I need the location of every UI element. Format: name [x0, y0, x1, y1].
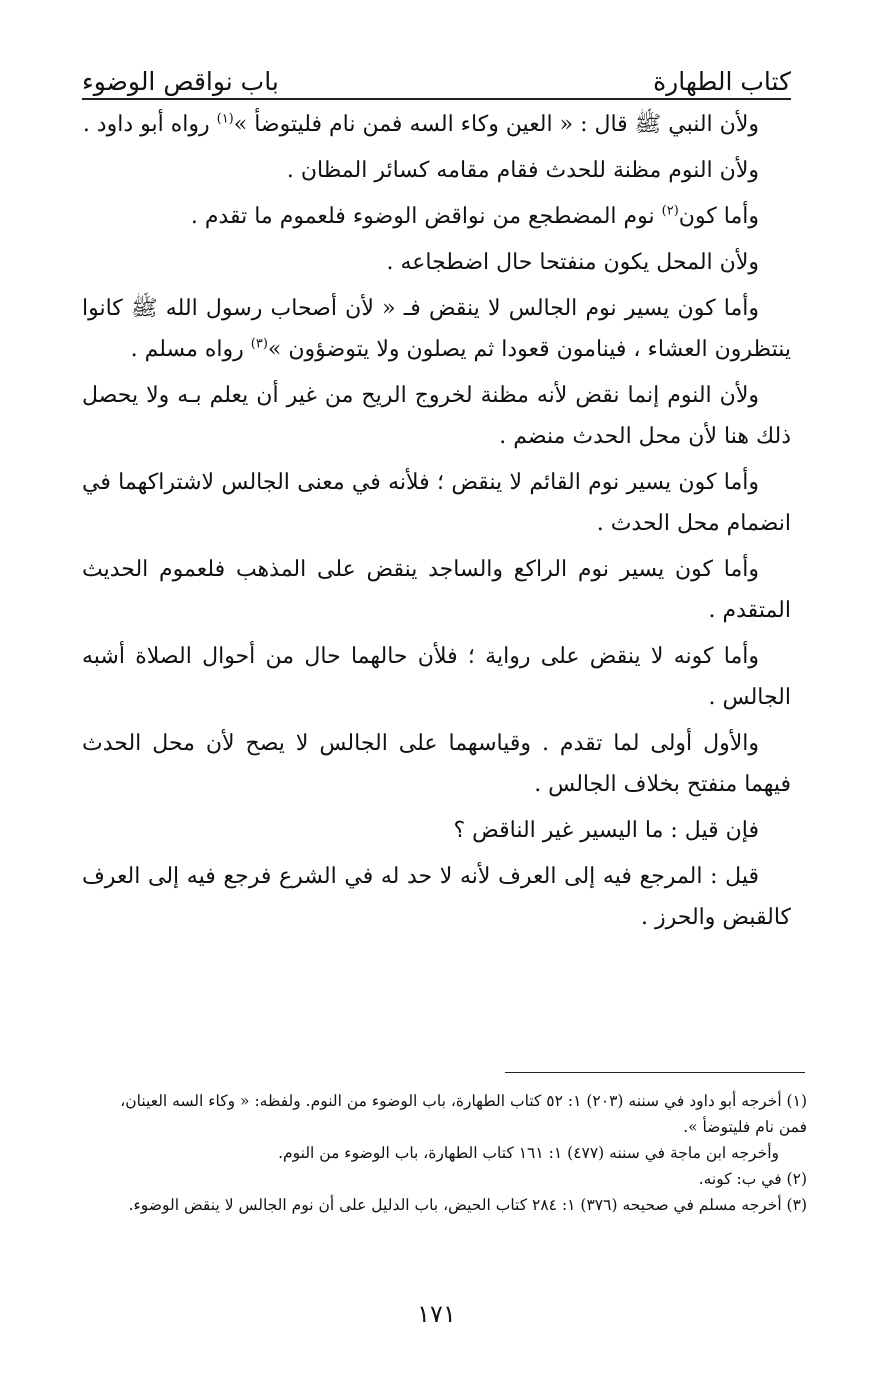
paragraph: وأما كون$^{(٢)}$ نوم المضطجع من نواقض الوضوء فلعموم ما تقدم . [190, 203, 759, 229]
paragraph: وأما كون يسير نوم الجالس لا ينقض فـ « لأن أصحاب رسول الله ﷺ كانوا ينتظرون العشاء ، فينامون قعودا ثم يصلون ولا يتوضؤون »$^{(٣)}$ رواه مسلم . [82, 296, 791, 362]
running-header [82, 50, 791, 96]
paragraph: قيل : المرجع فيه إلى العرف لأنه لا حد له في الشرع فرجع فيه إلى العرف كالقبض والحرز . [82, 864, 791, 930]
page-number: ١٧١ [417, 1300, 456, 1328]
main-text [82, 104, 791, 943]
chapter-title: باب نواقص الوضوء [82, 67, 279, 96]
paragraph: وأما كونه لا ينقض على رواية ؛ فلأن حالهما حال من أحوال الصلاة أشبه الجالس . [82, 644, 791, 710]
footnote-1-continuation: وأخرجه ابن ماجة في سننه (٤٧٧) ١: ١٦١ كتاب الطهارة، باب الوضوء من النوم. [278, 1144, 779, 1162]
footnote-ref: (٣) [250, 336, 268, 352]
footnote-rule [505, 1072, 805, 1073]
footnotes [90, 1088, 807, 1218]
paragraph: ولأن النوم مظنة للحدث فقام مقامه كسائر المظان . [286, 158, 759, 183]
footnote-3: (٣) أخرجه مسلم في صحيحه (٣٧٦) ١: ٢٨٤ كتاب الحيض، باب الدليل على أن نوم الجالس لا ينقض الوضوء. [128, 1196, 807, 1214]
paragraph: فإن قيل : ما اليسير غير الناقض ؟ [453, 818, 759, 843]
paragraph: وأما كون يسير نوم القائم لا ينقض ؛ فلأنه في معنى الجالس لاشتراكهما في انضمام محل الحدث . [82, 470, 791, 536]
footnote-ref: (١) [216, 111, 234, 127]
footnote-2: (٢) في ب: كونه. [698, 1170, 807, 1188]
paragraph: ولأن النوم إنما نقض لأنه مظنة لخروج الريح من غير أن يعلم بـه ولا يحصل ذلك هنا لأن محل الحدث منضم . [82, 383, 791, 449]
paragraph: ولأن المحل يكون منفتحا حال اضطجاعه . [386, 250, 759, 275]
book-title: كتاب الطهارة [653, 67, 791, 96]
paragraph: وأما كون يسير نوم الراكع والساجد ينقض على المذهب فلعموم الحديث المتقدم . [82, 557, 791, 623]
header-rule [82, 98, 791, 100]
footnote-ref: (٢) [661, 203, 679, 219]
paragraph: والأول أولى لما تقدم . وقياسهما على الجالس لا يصح لأن محل الحدث فيهما منفتح بخلاف الجالس . [82, 731, 791, 797]
footnote-1: (١) أخرجه أبو داود في سننه (٢٠٣) ١: ٥٢ كتاب الطهارة، باب الوضوء من النوم. ولفظه: « وكاء السه العينان، فمن نام فليتوضأ ». [120, 1092, 807, 1136]
paragraph: ولأن النبي ﷺ قال : « العين وكاء السه فمن نام فليتوضأ »$^{(١)}$ رواه أبو داود . [82, 111, 759, 137]
